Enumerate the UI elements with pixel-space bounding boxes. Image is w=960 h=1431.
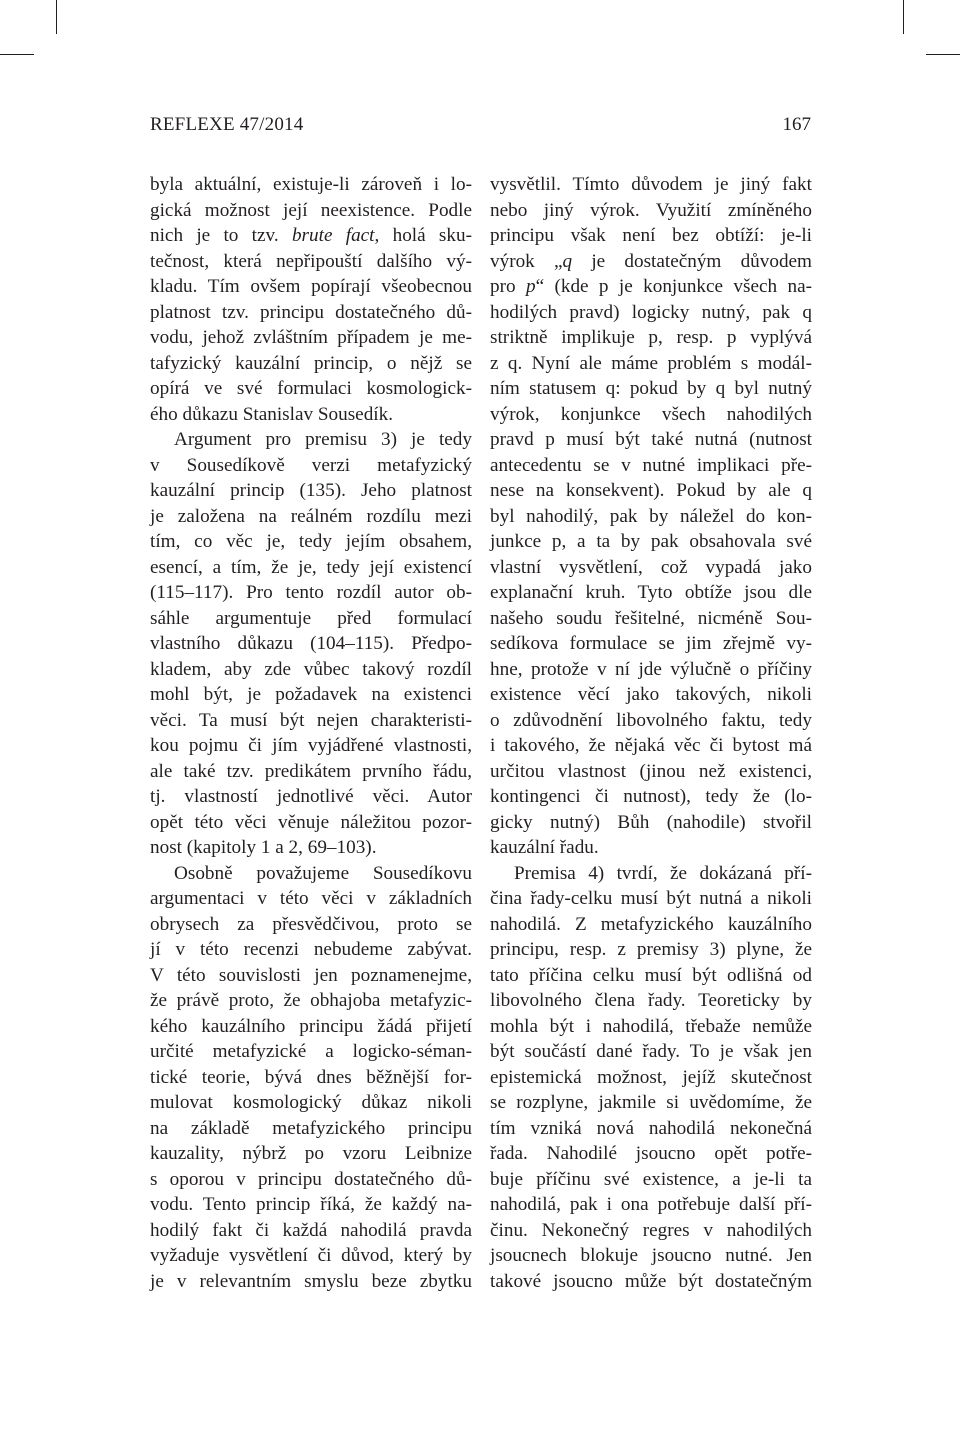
text-line xyxy=(150,478,472,504)
text-line xyxy=(150,325,472,351)
text-run: ním statusem q: pokud by q byl nutný xyxy=(490,378,812,399)
text-line xyxy=(150,1243,472,1269)
italic-term: q xyxy=(562,250,573,272)
text-run: antecedentu se v nutné implikaci pře- xyxy=(490,454,812,476)
text-line xyxy=(490,606,812,632)
text-line xyxy=(490,223,812,249)
text-line xyxy=(150,1065,472,1091)
crop-mark-left-top xyxy=(0,54,34,55)
text-run: nahodilá. Z metafyzického kauzálního xyxy=(490,913,812,935)
text-run: epistemická možnost, jejíž skutečnost xyxy=(490,1066,812,1088)
text-line xyxy=(490,861,812,887)
text-line xyxy=(150,376,472,402)
text-run: ale také tzv. predikátem prvního řádu, xyxy=(150,760,472,782)
text-line xyxy=(490,198,812,224)
text-run: Osobně považujeme Sousedíkovu xyxy=(174,862,472,884)
text-line xyxy=(150,759,472,785)
text-run: že právě proto, že obhajoba metafyzic- xyxy=(150,990,472,1011)
text-line xyxy=(150,274,472,300)
text-run: pravd p musí být také nutná (nutnost xyxy=(490,429,812,450)
text-line xyxy=(150,300,472,326)
text-run: jsoucnech blokuje jsoucno nutné. Jen xyxy=(490,1245,812,1266)
text-run: kauzality, nýbrž po vzoru Leibnize xyxy=(150,1143,472,1164)
text-run: kontingenci či nutnost), tedy že (lo- xyxy=(490,786,812,807)
text-run: mohl být, je požadavek na existenci xyxy=(150,684,472,705)
text-run: sáhle argumentuje před formulací xyxy=(150,607,472,629)
text-run: vyžaduje vysvětlení či důvod, který by xyxy=(150,1245,472,1266)
text-line xyxy=(490,1039,812,1065)
text-run: o zdůvodnění libovolného faktu, tedy xyxy=(490,709,812,731)
text-run: opírá ve své formulaci kosmologick- xyxy=(150,378,472,399)
text-line xyxy=(490,529,812,555)
text-line xyxy=(490,886,812,912)
text-line xyxy=(490,784,812,810)
text-line xyxy=(490,1167,812,1193)
italic-term: p xyxy=(525,276,536,297)
text-line xyxy=(150,198,472,224)
text-run: mulovat kosmologický důkaz nikoli xyxy=(150,1092,472,1113)
crop-mark-top-left xyxy=(56,0,57,34)
text-line xyxy=(490,555,812,581)
crop-mark-right-top xyxy=(926,54,960,55)
text-run: je založena na reálném rozdílu mezi xyxy=(150,505,472,527)
text-run: principu však není bez obtíží: je-li xyxy=(490,225,812,246)
text-line xyxy=(150,1141,472,1167)
text-run: sedíkova formulace se jim zřejmě vy- xyxy=(490,633,812,654)
text-line xyxy=(490,1065,812,1091)
text-line xyxy=(150,784,472,810)
text-line xyxy=(150,733,472,759)
text-line xyxy=(490,1243,812,1269)
crop-mark-top-right xyxy=(903,0,904,34)
text-run: i takového, že nějaká věc či bytost má xyxy=(490,735,812,756)
text-line xyxy=(490,1090,812,1116)
text-line xyxy=(490,325,812,351)
text-run: nebo jiný výrok. Využití zmíněného xyxy=(490,199,812,221)
text-line xyxy=(150,810,472,836)
text-run: takové jsoucno může být dostatečným xyxy=(490,1270,812,1292)
text-line xyxy=(490,1192,812,1218)
right-column xyxy=(490,172,812,1294)
text-run: vysvětlil. Tímto důvodem je jiný fakt xyxy=(490,174,812,195)
text-line xyxy=(490,937,812,963)
text-line xyxy=(490,1141,812,1167)
text-line xyxy=(490,453,812,479)
text-line xyxy=(150,657,472,683)
running-header xyxy=(150,112,811,138)
text-run: pro xyxy=(490,276,526,297)
text-line xyxy=(490,1116,812,1142)
text-run: tafyzický kauzální princip, o nějž se xyxy=(150,352,472,374)
text-run: gická možnost její neexistence. Podle xyxy=(150,199,472,221)
text-run: určité metafyzické a logicko-séman- xyxy=(150,1041,472,1062)
text-run: mohla být i nahodilá, třebaže nemůže xyxy=(490,1015,812,1037)
text-line xyxy=(490,912,812,938)
text-run: V této souvislosti jen poznamenejme, xyxy=(150,964,472,986)
text-line xyxy=(490,1269,812,1295)
text-line xyxy=(490,631,812,657)
text-run: nost (kapitoly 1 a 2, 69–103). xyxy=(150,837,377,858)
text-run: obrysech za přesvědčivou, proto se xyxy=(150,913,472,935)
text-run: čina řady-celku musí být nutná a nikoli xyxy=(490,888,812,909)
text-line xyxy=(490,1218,812,1244)
text-run: Premisa 4) tvrdí, že dokázaná pří- xyxy=(514,862,812,884)
text-run: jí v této recenzi nebudeme zabývat. xyxy=(150,939,472,960)
page-number: 167 xyxy=(782,114,811,135)
text-run: nese na konsekvent). Pokud by ale q xyxy=(490,480,812,501)
text-run: tečnost, která nepřipouští dalšího vý- xyxy=(150,250,472,272)
text-run: výrok, konjunkce všech nahodilých xyxy=(490,403,812,425)
text-line xyxy=(490,504,812,530)
text-run: nahodilá, pak i ona potřebuje další pří- xyxy=(490,1194,812,1215)
text-line xyxy=(150,606,472,632)
text-run: argumentaci v této věci v základních xyxy=(150,888,472,909)
text-line xyxy=(490,733,812,759)
text-run: kladu. Tím ovšem popírají všeobecnou xyxy=(150,276,472,297)
text-line xyxy=(490,427,812,453)
text-run: , holá sku- xyxy=(374,225,472,246)
italic-term: brute fact xyxy=(291,225,375,246)
text-run: buje příčinu své existence, a je-li ta xyxy=(490,1168,812,1190)
text-run: je v relevantním smyslu beze zbytku xyxy=(150,1270,472,1292)
text-run: vodu. Tento princip říká, že každý na- xyxy=(150,1194,472,1215)
text-line xyxy=(490,657,812,683)
text-line xyxy=(150,1218,472,1244)
text-line xyxy=(150,835,472,861)
text-run: Argument pro premisu 3) je tedy xyxy=(174,429,472,450)
text-run: esencí, a tím, že je, tedy její existencí xyxy=(150,556,472,578)
text-run: striktně implikuje p, resp. p vyplývá xyxy=(490,327,812,348)
text-line xyxy=(490,759,812,785)
text-run: určitou vlastnost (jinou než existenci, xyxy=(490,760,812,782)
text-run: hodilých pravd) logicky nutný, pak q xyxy=(490,301,812,323)
text-line xyxy=(490,963,812,989)
text-line xyxy=(150,1167,472,1193)
text-line xyxy=(150,1116,472,1142)
text-line xyxy=(150,912,472,938)
text-run: principu, resp. z premisy 3) plyne, že xyxy=(490,939,812,960)
text-run: kauzální řadu. xyxy=(490,837,599,858)
text-run: vlastního důkazu (104–115). Předpo- xyxy=(150,633,472,654)
text-line xyxy=(150,963,472,989)
text-run: junkce p, a ta by pak obsahovala své xyxy=(490,531,812,552)
text-line xyxy=(150,504,472,530)
text-line xyxy=(490,300,812,326)
text-run: kou pojmu či jím vyjádřené vlastnosti, xyxy=(150,735,472,756)
text-run: kého kauzálního principu žádá přijetí xyxy=(150,1015,472,1037)
text-line xyxy=(150,861,472,887)
text-line xyxy=(150,529,472,555)
text-run: s oporou v principu dostatečného dů- xyxy=(150,1168,472,1190)
text-run: kladem, aby zde vůbec takový rozdíl xyxy=(150,658,472,680)
text-run: existence věcí jako takových, nikoli xyxy=(490,684,812,705)
text-run: vodu, jehož zvláštním případem je me- xyxy=(150,327,472,348)
text-run: “ (kde p je konjunkce všech na- xyxy=(535,276,813,297)
text-line xyxy=(150,708,472,734)
text-run: být součástí dané řady. To je však jen xyxy=(490,1041,812,1062)
text-run: z q. Nyní ale máme problém s modál- xyxy=(490,352,812,374)
text-line xyxy=(150,427,472,453)
text-run: tj. vlastností jednotlivé věci. Autor xyxy=(150,786,472,807)
text-run: ého důkazu Stanislav Sousedík. xyxy=(150,403,394,425)
text-run: tické teorie, bývá dnes běžnější for- xyxy=(150,1066,472,1088)
text-line xyxy=(150,223,472,249)
text-line xyxy=(490,1014,812,1040)
text-run: byla aktuální, existuje-li zároveň i lo- xyxy=(150,174,472,195)
text-run: v Sousedíkově verzi metafyzický xyxy=(150,454,472,476)
text-run: tím vzniká nová nahodilá nekonečná xyxy=(490,1117,812,1139)
text-line xyxy=(150,555,472,581)
text-line xyxy=(490,249,812,275)
text-line xyxy=(150,1014,472,1040)
text-line xyxy=(150,937,472,963)
text-line xyxy=(150,1039,472,1065)
left-column xyxy=(150,172,472,1294)
text-line xyxy=(490,580,812,606)
text-line xyxy=(150,1090,472,1116)
text-line xyxy=(490,351,812,377)
text-run: libovolného člena řady. Teoreticky by xyxy=(490,990,812,1011)
text-run: je dostatečným důvodem xyxy=(572,250,812,272)
text-line xyxy=(150,453,472,479)
text-line xyxy=(150,1192,472,1218)
text-run: se rozplyne, jakmile si uvědomíme, že xyxy=(490,1092,812,1113)
text-line xyxy=(490,376,812,402)
text-run: řada. Nahodilé jsoucno opět potře- xyxy=(490,1143,812,1164)
journal-title: REFLEXE 47/2014 xyxy=(150,114,304,135)
text-run: tato příčina celku musí být odlišná od xyxy=(490,964,812,986)
text-run: hne, protože v ní jde výlučně o příčiny xyxy=(490,658,812,680)
text-line xyxy=(490,835,812,861)
text-run: nich je to tzv. xyxy=(150,225,292,246)
text-line xyxy=(490,988,812,1014)
text-line xyxy=(150,580,472,606)
text-run: věci. Ta musí být nejen charakteristi- xyxy=(150,709,472,731)
text-run: vlastní vysvětlení, což vypadá jako xyxy=(490,556,812,578)
text-run: tím, co věc je, tedy jejím obsahem, xyxy=(150,531,472,552)
text-run: platnost tzv. principu dostatečného dů- xyxy=(150,301,472,323)
text-line xyxy=(490,682,812,708)
text-run: byl nahodilý, pak by náležel do kon- xyxy=(490,505,812,527)
text-line xyxy=(150,351,472,377)
text-line xyxy=(150,682,472,708)
text-run: gicky nutný) Bůh (nahodile) stvořil xyxy=(490,811,812,833)
text-line xyxy=(150,988,472,1014)
text-line xyxy=(150,631,472,657)
text-line xyxy=(490,708,812,734)
text-run: hodilý fakt či každá nahodilá pravda xyxy=(150,1219,472,1241)
text-run: na základě metafyzického principu xyxy=(150,1117,472,1139)
text-line xyxy=(490,172,812,198)
text-line xyxy=(150,1269,472,1295)
text-run: našeho soudu řešitelné, nicméně Sou- xyxy=(490,607,812,629)
text-run: opět této věci věnuje náležitou pozor- xyxy=(150,811,472,833)
text-line xyxy=(150,249,472,275)
text-run: (115–117). Pro tento rozdíl autor ob- xyxy=(150,582,472,603)
text-run: výrok „ xyxy=(490,250,563,272)
text-run: explanační kruh. Tyto obtíže jsou dle xyxy=(490,582,812,603)
text-line xyxy=(150,172,472,198)
text-run: kauzální princip (135). Jeho platnost xyxy=(150,480,472,501)
text-line xyxy=(150,402,472,428)
text-line xyxy=(490,478,812,504)
text-line xyxy=(150,886,472,912)
text-run: činu. Nekonečný regres v nahodilých xyxy=(490,1219,812,1241)
text-line xyxy=(490,810,812,836)
text-line xyxy=(490,274,812,300)
text-line xyxy=(490,402,812,428)
